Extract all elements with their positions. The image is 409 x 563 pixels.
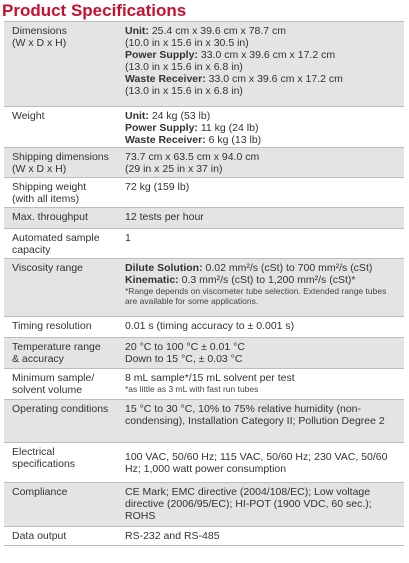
- waste-receiver-value: 33.0 cm x 39.6 cm x 17.2 cm: [205, 73, 343, 85]
- spec-value: [116, 178, 404, 207]
- value-text: 15 °C to 30 °C, 10% to 75% relative humidity (non-condensing), Installation Category II; Pollution Degree 2: [125, 403, 385, 427]
- unit-value: 25.4 cm x 39.6 cm x 78.7 cm: [148, 25, 287, 37]
- value-line: 72 kg (159 lb): [125, 181, 190, 193]
- label-line: (W x D x H): [12, 37, 67, 49]
- kinematic-value: 0.3 mm²/s (cSt) to 1,200 mm²/s (cSt)*: [178, 274, 356, 286]
- spec-label: [4, 208, 116, 228]
- value-line: 73.7 cm x 63.5 cm x 94.0 cm: [125, 151, 260, 163]
- label-line: solvent volume: [12, 384, 83, 396]
- spec-row-automated-sample-capacity: [4, 228, 404, 258]
- label-line: specifications: [12, 458, 76, 470]
- spec-row-weight: [4, 106, 404, 147]
- label-line: Temperature range: [12, 341, 101, 353]
- value-line: (29 in x 25 in x 37 in): [125, 163, 223, 175]
- label-line: Operating conditions: [12, 403, 109, 415]
- value-line: 1: [125, 232, 131, 244]
- unit-label: Unit:: [125, 110, 149, 122]
- spec-value: [116, 229, 404, 258]
- spec-row-viscosity-range: [4, 258, 404, 316]
- unit-value: 24 kg (53 lb): [148, 110, 211, 122]
- spec-table: [4, 21, 404, 546]
- value-line: RS-232 and RS-485: [125, 530, 220, 542]
- label-line: Automated sample: [12, 232, 100, 244]
- spec-value: [116, 400, 404, 442]
- spec-value: [116, 208, 404, 228]
- unit-imperial: (10.0 in x 15.6 in x 30.5 in): [125, 37, 249, 49]
- spec-label: [4, 229, 116, 258]
- spec-label: [4, 317, 116, 337]
- unit-label: Unit:: [125, 25, 149, 37]
- label-line: Data output: [12, 530, 67, 542]
- kinematic-label: Kinematic:: [125, 274, 179, 286]
- power-supply-imperial: (13.0 in x 15.6 in x 6.8 in): [125, 61, 243, 73]
- spec-value: [116, 369, 404, 399]
- label-line: Timing resolution: [12, 320, 92, 332]
- page-title: Product Specifications: [2, 1, 187, 20]
- label-line: Shipping dimensions: [12, 151, 109, 163]
- label-line: & accuracy: [12, 353, 64, 365]
- spec-value: [116, 317, 404, 337]
- spec-value: [116, 483, 404, 526]
- spec-value: [116, 22, 404, 106]
- label-line: (W x D x H): [12, 163, 67, 175]
- label-line: Shipping weight: [12, 181, 87, 193]
- spec-label: [4, 443, 116, 482]
- spec-row-dimensions: [4, 21, 404, 106]
- spec-label: [4, 369, 116, 399]
- spec-value: [116, 338, 404, 368]
- spec-row-timing-resolution: [4, 316, 404, 337]
- label-line: Minimum sample/: [12, 372, 95, 384]
- label-line: Weight: [12, 110, 45, 122]
- spec-row-temperature-range: [4, 337, 404, 368]
- spec-row-shipping-weight: [4, 177, 404, 207]
- dilute-solution-value: 0.02 mm²/s (cSt) to 700 mm²/s (cSt): [202, 262, 373, 274]
- label-line: Viscosity range: [12, 262, 84, 274]
- spec-row-minimum-sample: [4, 368, 404, 399]
- spec-value: [116, 148, 404, 177]
- waste-receiver-imperial: (13.0 in x 15.6 in x 6.8 in): [125, 85, 243, 97]
- power-supply-value: 33.0 cm x 39.6 cm x 17.2 cm: [197, 49, 336, 61]
- waste-receiver-label: Waste Receiver:: [125, 134, 206, 146]
- value-line: 8 mL sample*/15 mL solvent per test: [125, 372, 295, 384]
- footnote: *as little as 3 mL with fast run tubes: [125, 384, 259, 394]
- label-line: Compliance: [12, 486, 68, 498]
- label-line: Max. throughput: [12, 211, 88, 223]
- spec-value: [116, 107, 404, 147]
- spec-label: [4, 338, 116, 368]
- spec-label: [4, 483, 116, 526]
- value-text: CE Mark; EMC directive (2004/108/EC); Low voltage directive (2006/95/EC); HI-POT (1900 VDC, 60 sec.); ROHS: [125, 486, 372, 522]
- footnote: *Range depends on viscometer tube selection. Extended range tubes are available for some applications.: [125, 286, 387, 306]
- dilute-solution-label: Dilute Solution:: [125, 262, 203, 274]
- value-line: Down to 15 °C, ± 0.03 °C: [125, 353, 243, 365]
- spec-label: [4, 107, 116, 147]
- value-line: 20 °C to 100 °C ± 0.01 °C: [125, 341, 245, 353]
- spec-label: [4, 178, 116, 207]
- spec-label: [4, 400, 116, 442]
- label-line: capacity: [12, 244, 51, 256]
- waste-receiver-value: 6 kg (13 lb): [205, 134, 262, 146]
- power-supply-value: 11 kg (24 lb): [197, 122, 259, 134]
- spec-row-compliance: [4, 482, 404, 526]
- power-supply-label: Power Supply:: [125, 122, 198, 134]
- spec-row-max-throughput: [4, 207, 404, 228]
- spec-value: [116, 259, 404, 316]
- spec-row-shipping-dimensions: [4, 147, 404, 177]
- waste-receiver-label: Waste Receiver:: [125, 73, 206, 85]
- label-line: (with all items): [12, 193, 80, 205]
- value-line: 0.01 s (timing accuracy to ± 0.001 s): [125, 320, 295, 332]
- label-line: Electrical: [12, 446, 55, 458]
- spec-row-data-output: [4, 526, 404, 546]
- spec-row-operating-conditions: [4, 399, 404, 442]
- spec-label: [4, 22, 116, 106]
- spec-row-electrical: [4, 442, 404, 482]
- spec-value: [116, 527, 404, 545]
- spec-value: [116, 443, 404, 482]
- spec-label: [4, 527, 116, 545]
- power-supply-label: Power Supply:: [125, 49, 198, 61]
- value-line: 12 tests per hour: [125, 211, 204, 223]
- label-line: Dimensions: [12, 25, 67, 37]
- value-text: 100 VAC, 50/60 Hz; 115 VAC, 50/60 Hz; 230 VAC, 50/60 Hz; 1,000 watt power consumption: [125, 451, 388, 475]
- spec-label: [4, 148, 116, 177]
- spec-label: [4, 259, 116, 316]
